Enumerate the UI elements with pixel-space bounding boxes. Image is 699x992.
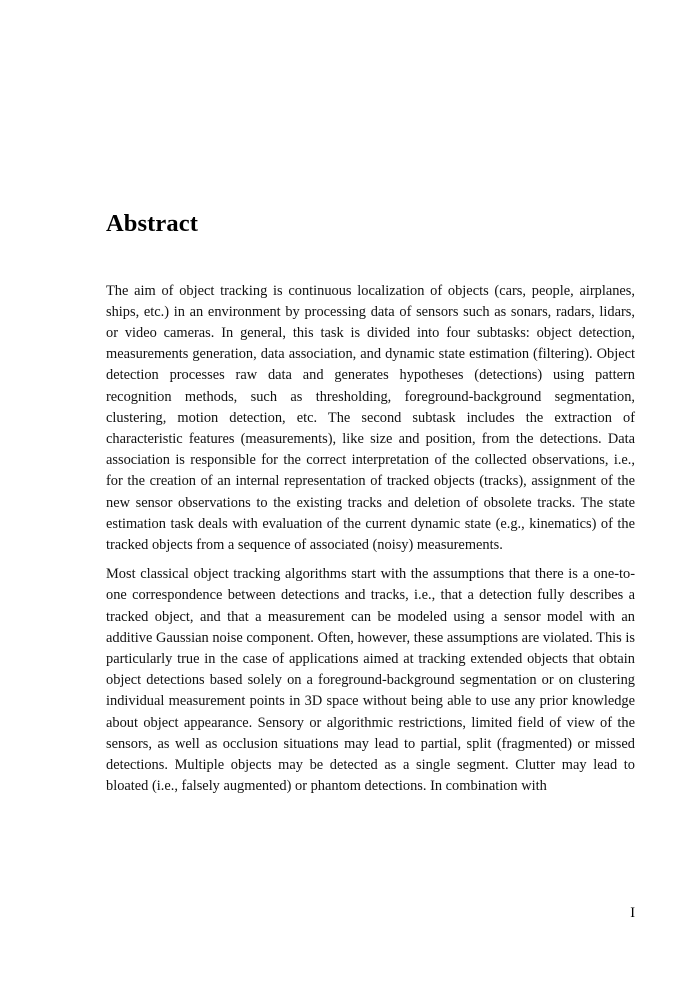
page-content-block [106,212,635,797]
page-title: Abstract [106,210,198,237]
page-number: I [630,905,635,921]
abstract-paragraph-1: The aim of object tracking is continuous localization of objects (cars, people, airplanes, ships, etc.) in an environment by processing data of sensors such as sonars, radars, lidars, or video cameras. In general, this task is divided into four subtasks: object detection, measurements generation, data association, and dynamic state estimation (filtering). Object detection processes raw data and generates hypotheses (detections) using pattern recognition methods, such as thresholding, foreground-background segmentation, clustering, motion detection, etc. The second subtask includes the extraction of characteristic features (measurements), like size and position, from the detections. Data association is responsible for the correct interpretation of the collected observations, i.e., for the creation of an internal representation of tracked objects (tracks), assignment of the new sensor observations to the existing tracks and deletion of obsolete tracks. The state estimation task deals with evaluation of the current dynamic state (e.g., kinematics) of the tracked objects from a sequence of associated (noisy) measurements. [106,282,635,553]
abstract-paragraph-2: Most classical object tracking algorithms start with the assumptions that there is a one-to-one correspondence between detections and tracks, i.e., that a detection fully describes a tracked object, and that a measurement can be modeled using a sensor model with an additive Gaussian noise component. Often, however, these assumptions are violated. This is particularly true in the case of applications aimed at tracking extended objects that obtain object detections based solely on a foreground-background segmentation or on clustering individual measurement points in 3D space without being able to use any prior knowledge about object appearance. Sensory or algorithmic restrictions, limited field of view of the sensors, as well as occlusion situations may lead to partial, split (fragmented) or missed detections. Multiple objects may be detected as a single segment. Clutter may lead to bloated (i.e., falsely augmented) or phantom detections. In combination with [106,566,635,795]
